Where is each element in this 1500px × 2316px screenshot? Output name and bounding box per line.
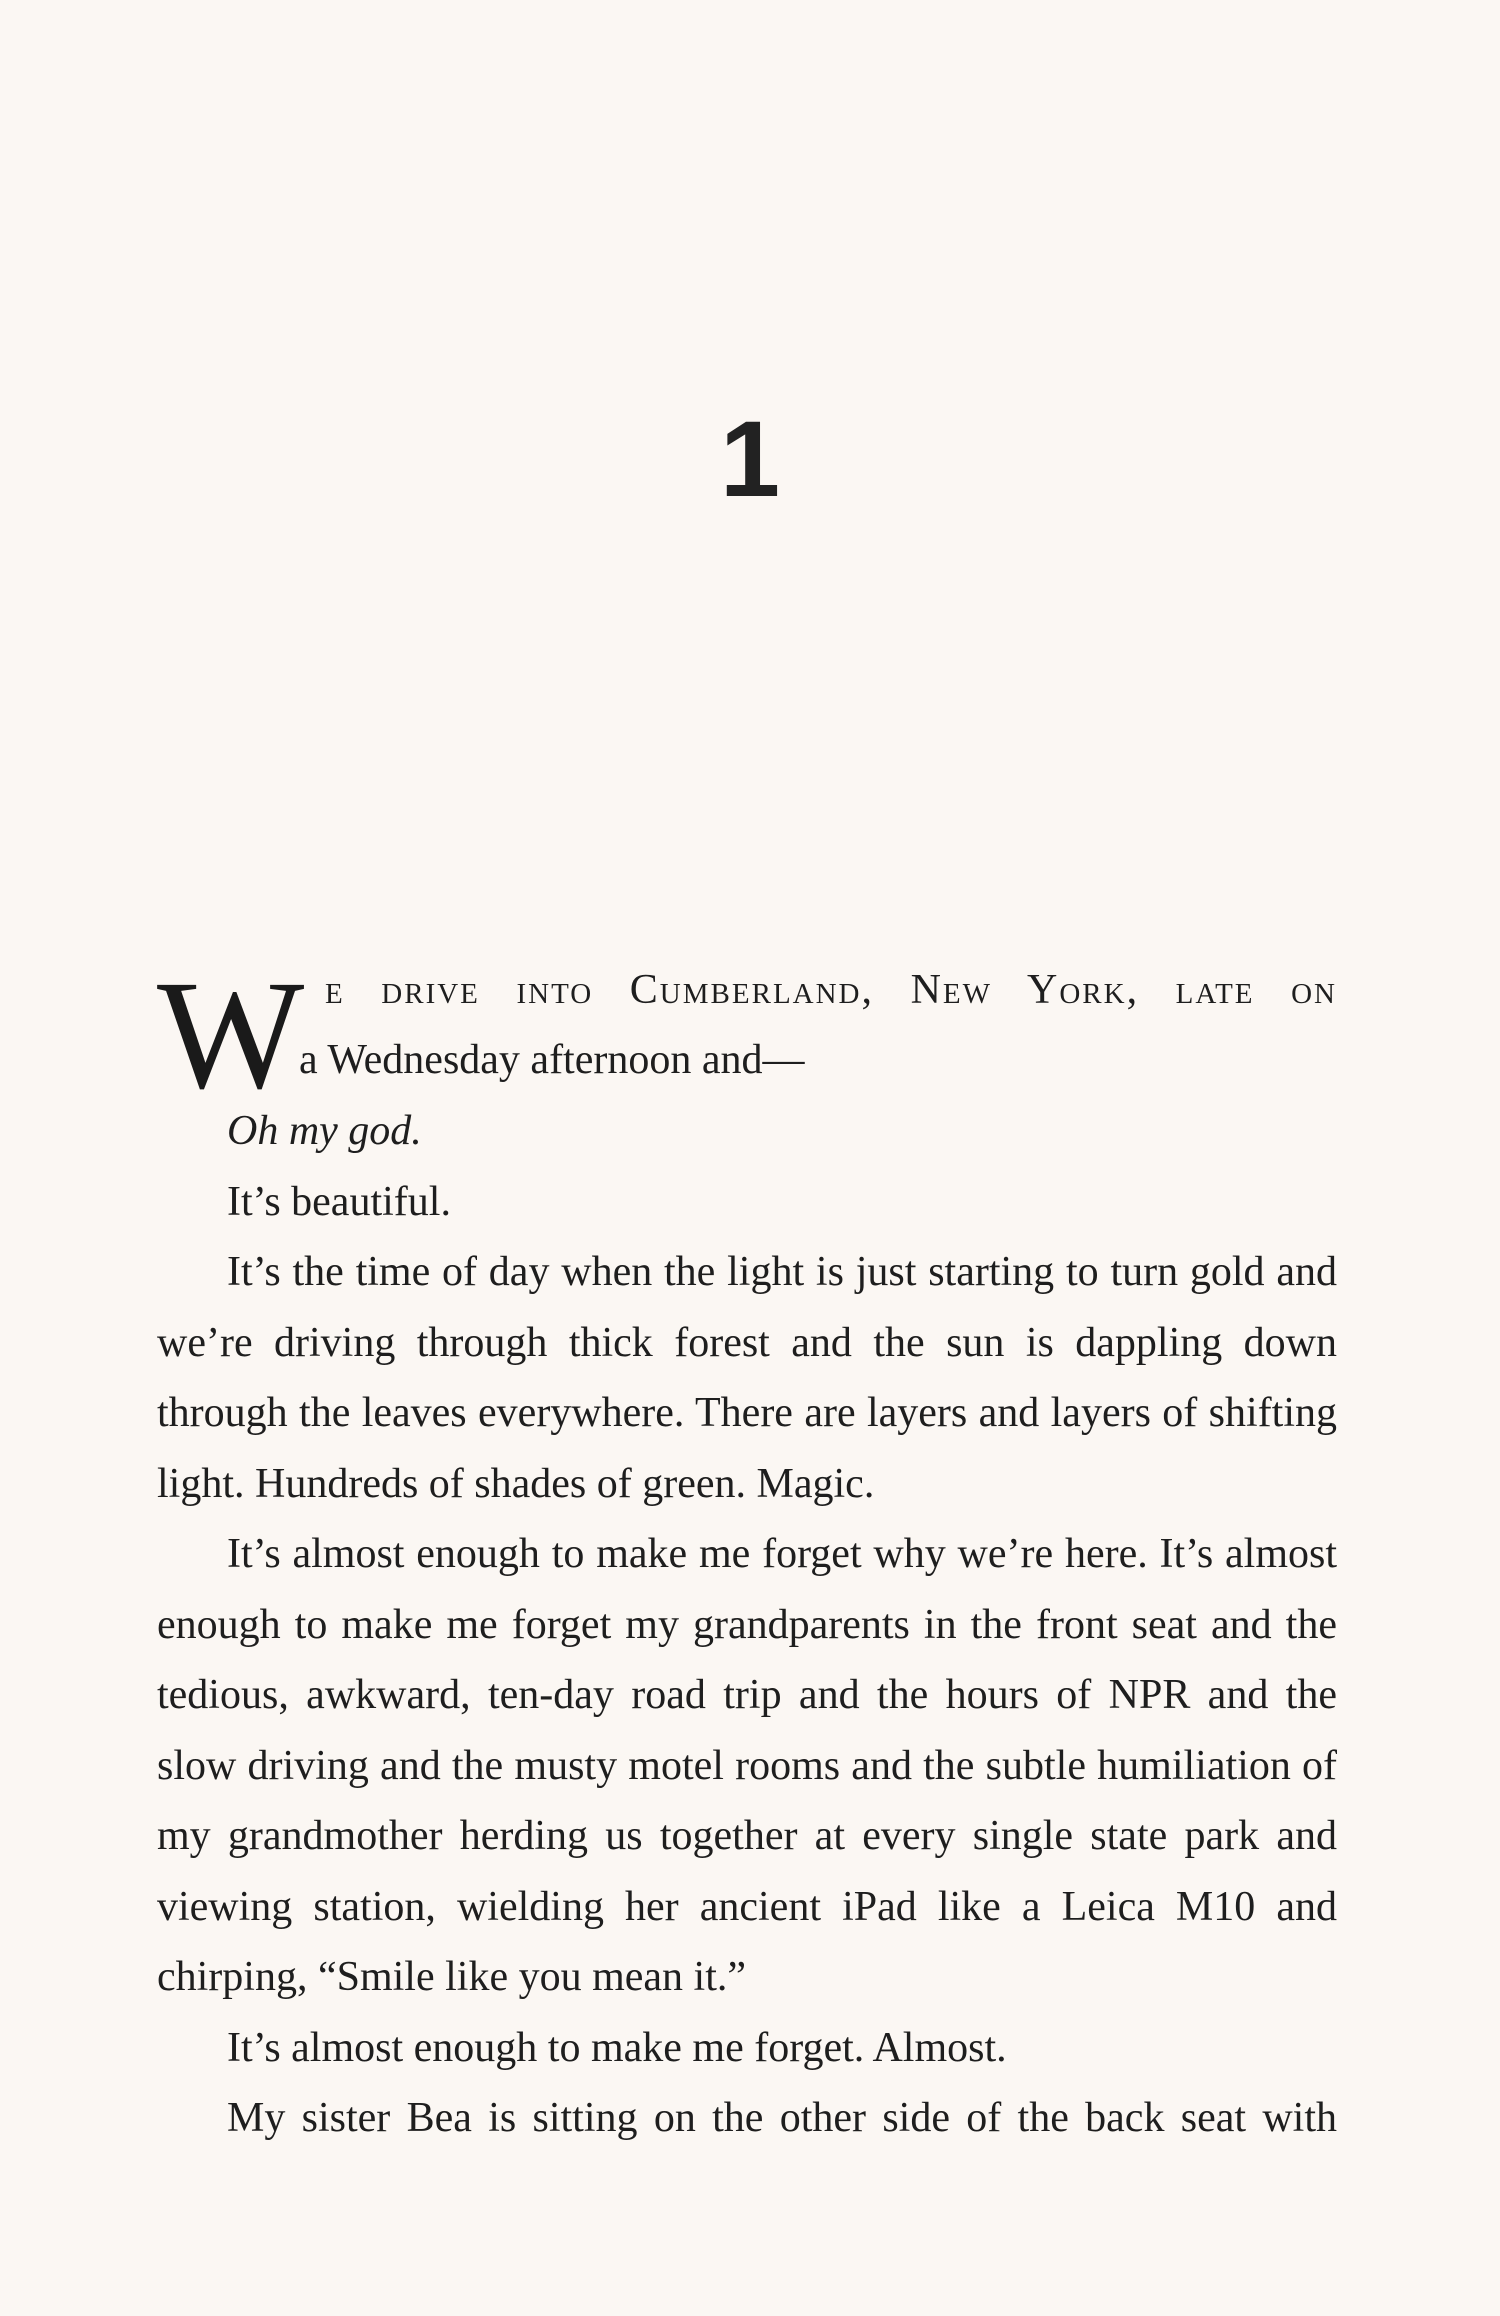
paragraph: My sister Bea is sitting on the other side of the back seat with — [227, 2095, 1337, 2141]
paragraph: It’s beautiful. — [227, 1178, 451, 1225]
opening-continuation: a Wednesday afternoon and— — [299, 1037, 805, 1083]
small-caps-lead: e drive into Cumberland, New York, late on — [325, 967, 1337, 1013]
opening-paragraph — [157, 948, 1337, 1121]
chapter-text — [157, 948, 1337, 2154]
drop-cap: W — [157, 948, 305, 1121]
paragraph: Oh my god. — [227, 1108, 422, 1154]
paragraph: It’s almost enough to make me forget. Almost. — [227, 2024, 1007, 2071]
chapter-number: 1 — [719, 398, 781, 519]
paragraph: It’s the time of day when the light is just starting to turn gold and we’re driving through thick forest and the sun is dappling down through the leaves everywhere. There are layers and layers of shifting light. Hundreds of shades of green. Magic. — [157, 1249, 1337, 1507]
paragraph: It’s almost enough to make me forget why we’re here. It’s almost enough to make me forget my grandparents in the front seat and the tedious, awkward, ten-day road trip and the hours of NPR and the slow driving and the musty motel rooms and the subtle humiliation of my grandmother herding us together at every single state park and viewing station, wielding her ancient iPad like a Leica M10 and chirping, “Smile like you mean it.” — [157, 1531, 1337, 2000]
